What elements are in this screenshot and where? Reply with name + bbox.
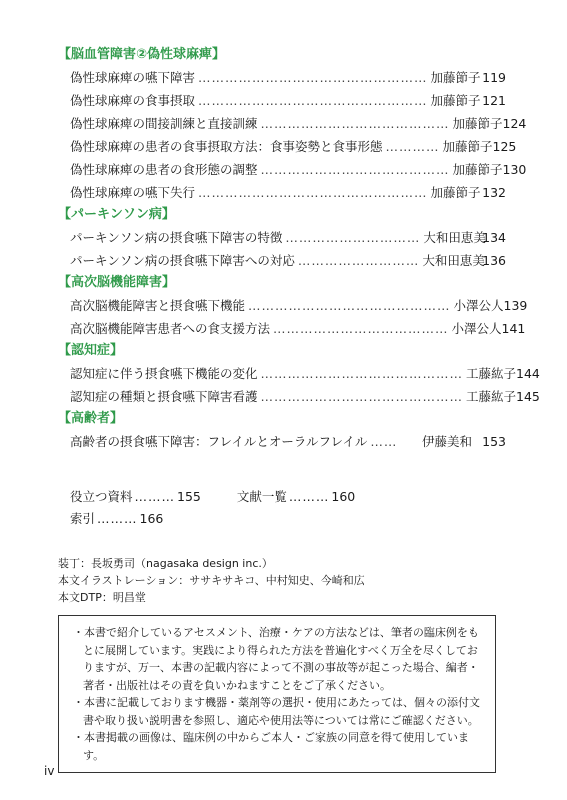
leader-dots: ……………………………………… (248, 298, 451, 313)
entry-title: 高齢者の摂食嚥下障害：フレイルとオーラルフレイル (70, 434, 368, 449)
leader-dots: …………………………………………… (198, 185, 428, 200)
credit-line-dtp: 本文DTP：明昌堂 (58, 591, 146, 604)
entry-author: 工藤紘子 (466, 389, 517, 404)
useful-materials-page: 155 (177, 489, 201, 504)
table-of-contents (58, 44, 540, 453)
page-number: iv (44, 764, 55, 778)
leader-dots: ……………………… (297, 253, 420, 268)
entry-title: 偽性球麻痺の食事摂取 (70, 93, 196, 108)
entry-title: パーキンソン病の摂食嚥下障害への対応 (70, 253, 295, 268)
leader-dots: ………… (385, 139, 440, 154)
entry-page: 153 (482, 434, 506, 449)
disclaimer-item: ・本書に記載しております機器・薬剤等の選択・使用にあたっては、個々の添付文書や取り扱い説明書を参照し、適応や使用法等については常にご確認ください。 (73, 696, 480, 727)
credit-line-illustration: 本文イラストレーション：ササキサキコ、中村知史、今崎和広 (58, 574, 365, 587)
leader-dots: …………………………………… (260, 162, 450, 177)
entry-page: 121 (482, 93, 506, 108)
leader-dots: …………………………………………… (198, 70, 428, 85)
toc-entry[interactable] (58, 89, 506, 112)
index-page: 166 (139, 511, 164, 526)
disclaimer-item: ・本書で紹介しているアセスメント、治療・ケアの方法などは、筆者の臨床例をもとに展開しています。実践により得られた方法を普遍化すべく万全を尽くしておりますが、万一、本書の記載内容によって不測の事故等が起こった場合、編者・著者・出版社はその責を負いかねますことをご了承ください。 (73, 626, 479, 692)
reference-links (70, 486, 391, 530)
entry-title: 偽性球麻痺の間接訓練と直接訓練 (70, 116, 258, 131)
entry-title: 偽性球麻痺の嚥下障害 (70, 70, 196, 85)
credits (58, 555, 365, 606)
leader-dots: ……… (288, 489, 330, 504)
entry-author: 小澤公人 (453, 298, 504, 313)
section-heading: 【パーキンソン病】 (58, 207, 175, 222)
toc-entry[interactable] (58, 112, 527, 135)
toc-entry[interactable] (58, 135, 517, 158)
disclaimer-item: ・本書掲載の画像は、臨床例の中からご本人・ご家族の同意を得て使用しています。 (73, 731, 469, 762)
entry-author: 加藤節子 (430, 70, 481, 85)
entry-page: 124 (502, 116, 527, 131)
entry-author: 工藤紘子 (466, 366, 517, 381)
toc-entry[interactable] (58, 249, 506, 272)
leader-dots: ……… (134, 489, 176, 504)
entry-author: 大和田恵美 (422, 253, 485, 268)
toc-entry[interactable] (58, 362, 540, 385)
entry-author: 大和田恵美 (423, 230, 486, 245)
leader-dots: …………………………………………… (198, 93, 428, 108)
index-label: 索引 (70, 511, 96, 526)
leader-dots: ……… (97, 511, 138, 526)
entry-title: 認知症の種類と摂食嚥下障害看護 (70, 389, 258, 404)
toc-entry[interactable] (58, 317, 526, 340)
toc-entry[interactable] (58, 158, 527, 181)
toc-entry[interactable] (58, 294, 528, 317)
entry-title: 偽性球麻痺の嚥下失行 (70, 185, 196, 200)
entry-page: 145 (516, 389, 540, 404)
literature-list-link[interactable] (237, 486, 355, 508)
useful-materials-label: 役立つ資料 (70, 489, 133, 504)
toc-entry[interactable] (58, 66, 506, 89)
leader-dots: …………………………………… (260, 116, 450, 131)
leader-dots: ………………………… (285, 230, 421, 245)
leader-dots: ……………………………………… (260, 389, 464, 404)
entry-title: 偽性球麻痺の患者の食事摂取方法：食事姿勢と食事形態 (70, 139, 383, 154)
entry-author: 加藤節子 (442, 139, 493, 154)
entry-title: パーキンソン病の摂食嚥下障害の特徴 (70, 230, 283, 245)
entry-page: 141 (501, 321, 526, 336)
entry-page: 136 (482, 253, 506, 268)
toc-entry[interactable] (58, 430, 506, 453)
toc-entry[interactable] (58, 226, 506, 249)
entry-author: 加藤節子 (430, 185, 481, 200)
entry-author: 加藤節子 (430, 93, 481, 108)
disclaimer-box (58, 615, 496, 773)
toc-entry[interactable] (58, 181, 506, 204)
entry-title: 認知症に伴う摂食嚥下機能の変化 (70, 366, 258, 381)
entry-author: 加藤節子 (452, 116, 503, 131)
toc-entry[interactable] (58, 385, 540, 408)
entry-page: 130 (502, 162, 527, 177)
entry-page: 139 (503, 298, 528, 313)
leader-dots: ………………………………… (273, 321, 449, 336)
section-heading: 【高齢者】 (58, 411, 124, 426)
entry-page: 134 (482, 230, 506, 245)
section-heading: 【脳血管障害②偽性球麻痺】 (58, 47, 226, 62)
entry-page: 119 (482, 70, 506, 85)
entry-author: 伊藤美和 (422, 434, 473, 449)
useful-materials-link[interactable] (70, 486, 201, 508)
entry-author: 小澤公人 (451, 321, 502, 336)
section-heading: 【認知症】 (58, 343, 124, 358)
entry-author: 加藤節子 (452, 162, 503, 177)
entry-title: 高次脳機能障害患者への食支援方法 (70, 321, 271, 336)
leader-dots: ……………………………………… (260, 366, 464, 381)
credit-line-design: 装丁：長坂勇司（nagasaka design inc.） (58, 557, 273, 570)
entry-page: 144 (516, 366, 540, 381)
section-heading: 【高次脳機能障害】 (58, 275, 176, 290)
entry-title: 偽性球麻痺の患者の食形態の調整 (70, 162, 258, 177)
index-link[interactable] (70, 508, 163, 530)
entry-page: 125 (492, 139, 517, 154)
entry-page: 132 (482, 185, 506, 200)
literature-list-label: 文献一覧 (236, 489, 287, 504)
leader-dots: …… (370, 434, 398, 449)
entry-title: 高次脳機能障害と摂食嚥下機能 (70, 298, 246, 313)
literature-list-page: 160 (331, 489, 356, 504)
